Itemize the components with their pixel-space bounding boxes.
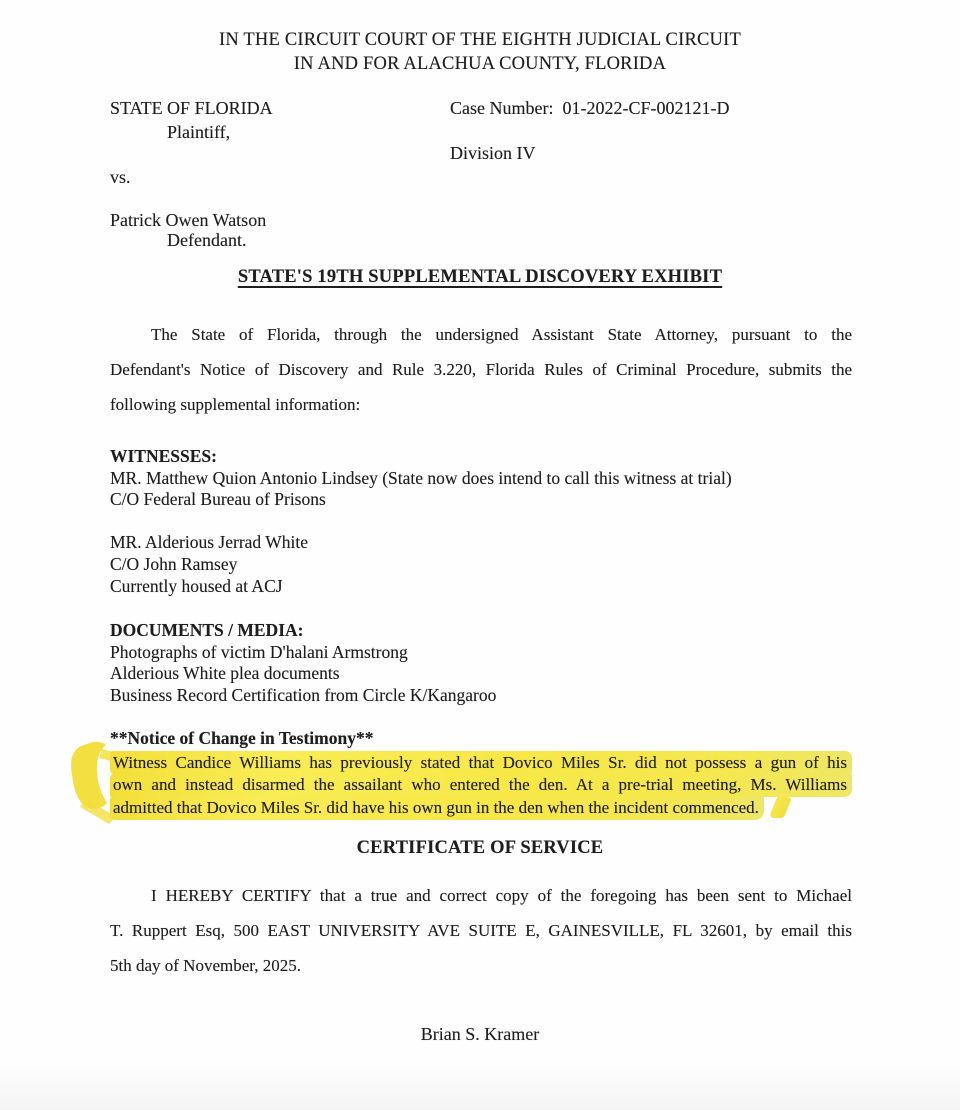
division-label: Division IV — [450, 143, 536, 163]
document-title: STATE'S 19TH SUPPLEMENTAL DISCOVERY EXHIBIT — [237, 267, 723, 287]
witness-entry-line: MR. Matthew Quion Antonio Lindsey (State now does intend to call this witness at trial) — [110, 467, 732, 488]
documents-heading: DOCUMENTS / MEDIA: — [110, 620, 304, 640]
witness-entry-line: Currently housed at ACJ — [110, 575, 283, 596]
highlighted-line — [110, 752, 852, 774]
highlighted-line — [110, 774, 852, 796]
intro-line: The State of Florida, through the undersigned Assistant State Attorney, pursuant to the — [151, 325, 852, 344]
certificate-paragraph — [110, 878, 852, 983]
case-caption — [110, 98, 852, 258]
scan-shadow — [0, 1065, 960, 1110]
case-number-label: Case Number: — [450, 98, 554, 118]
documents-media-section — [110, 620, 852, 706]
case-number — [450, 98, 729, 119]
highlighted-line — [110, 797, 852, 819]
witnesses-heading: WITNESSES: — [110, 446, 217, 466]
blank-line — [110, 511, 852, 533]
highlighted-text: admitted that Dovico Miles Sr. did have his own gun in the den when the incident commenced. — [110, 796, 764, 820]
signatory-name: Brian S. Kramer — [420, 1024, 540, 1044]
notice-of-change-section — [110, 727, 852, 819]
highlighted-text: own and instead disarmed the assailant who entered the den. At a pre-trial meeting, Ms. Williams — [110, 773, 852, 797]
court-header-line2: IN AND FOR ALACHUA COUNTY, FLORIDA — [293, 54, 667, 74]
plaintiff-name: STATE OF FLORIDA — [110, 98, 273, 118]
witnesses-section — [110, 446, 852, 597]
document-item: Photographs of victim D'halani Armstrong — [110, 641, 408, 662]
highlighter-tail-icon — [769, 797, 792, 818]
witness-entry-line: MR. Alderious Jerrad White — [110, 532, 308, 553]
notice-heading: **Notice of Change in Testimony** — [110, 728, 374, 748]
plaintiff-role: Plaintiff, — [167, 122, 231, 142]
certificate-heading: CERTIFICATE OF SERVICE — [356, 838, 604, 858]
certificate-line: 5th day of November, 2025. — [110, 956, 302, 975]
certificate-line: I HEREBY CERTIFY that a true and correct copy of the foregoing has been sent to Michael — [151, 886, 852, 905]
witness-entry-line: C/O John Ramsey — [110, 553, 238, 574]
intro-line: Defendant's Notice of Discovery and Rule 3.220, Florida Rules of Criminal Procedure, submits the — [110, 360, 852, 379]
highlighted-text: Witness Candice Williams has previously stated that Dovico Miles Sr. did not possess a gun of his — [110, 751, 852, 775]
document-item: Business Record Certification from Circle K/Kangaroo — [110, 684, 497, 705]
defendant-name: Patrick Owen Watson — [110, 210, 267, 230]
defendant-role: Defendant. — [167, 230, 247, 250]
court-header-line1: IN THE CIRCUIT COURT OF THE EIGHTH JUDICIAL CIRCUIT — [219, 30, 741, 50]
witness-entry-line: C/O Federal Bureau of Prisons — [110, 489, 326, 510]
case-number-value: 01-2022-CF-002121-D — [562, 98, 730, 118]
vs-label: vs. — [110, 167, 131, 187]
court-header — [0, 28, 960, 76]
document-item: Alderious White plea documents — [110, 663, 340, 684]
intro-line: following supplemental information: — [110, 395, 361, 414]
intro-paragraph — [110, 317, 852, 422]
certificate-line: T. Ruppert Esq, 500 EAST UNIVERSITY AVE SUITE E, GAINESVILLE, FL 32601, by email this — [110, 921, 852, 940]
